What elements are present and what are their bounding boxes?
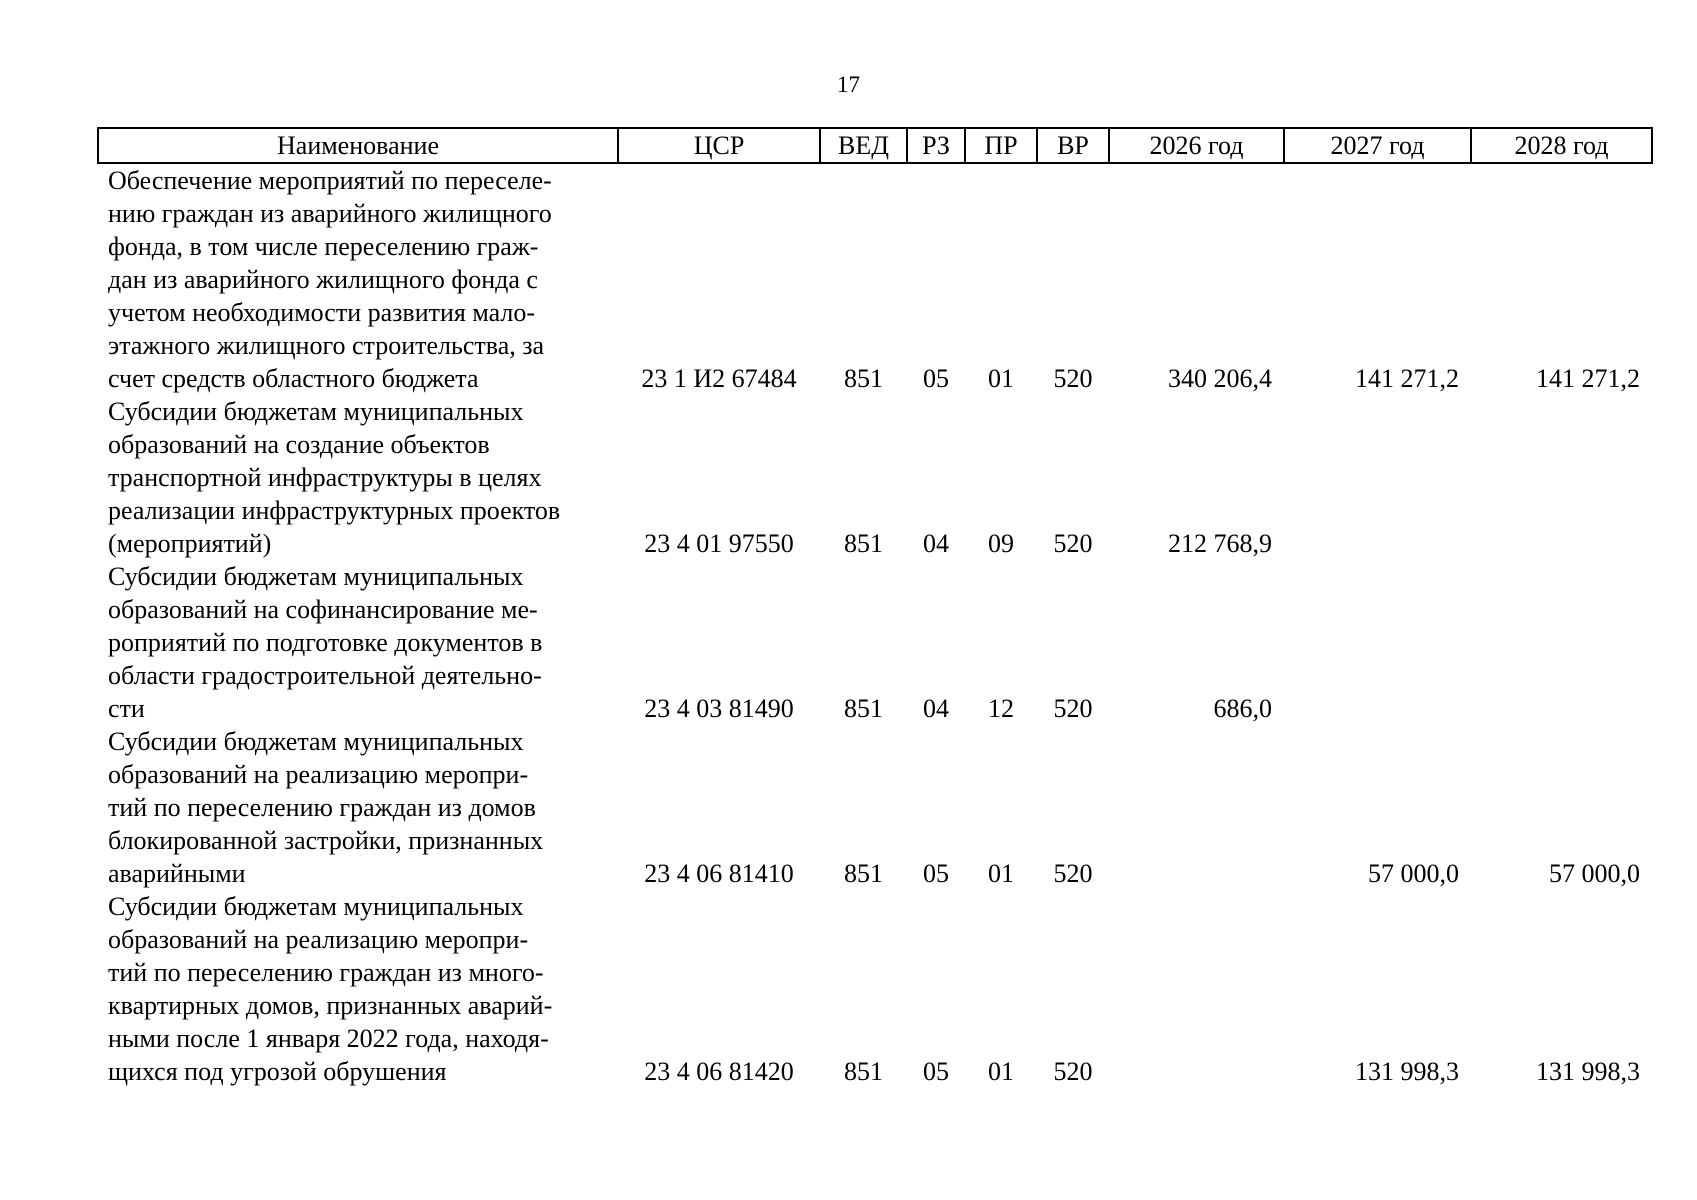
header-name: Наименование [98, 128, 618, 163]
row-2027 [1284, 395, 1471, 560]
row-2028: 57 000,0 [1549, 859, 1640, 888]
row-pr: 01 [988, 1057, 1014, 1086]
header-2026: 2026 год [1109, 128, 1284, 163]
row-csr: 23 4 06 81410 [644, 859, 794, 888]
row-vr: 520 [1053, 859, 1093, 888]
row-ved: 851 [844, 859, 883, 888]
row-2026: 686,0 [1213, 694, 1272, 723]
row-name: Субсидии бюджетам муниципальных образований на создание объектов транспортной инфраструктуры в целях реализации инфраструктурных проектов (мероприятий) [108, 397, 561, 558]
table-row [98, 395, 1652, 560]
row-vr: 520 [1053, 364, 1093, 393]
table-row [98, 890, 1652, 1088]
table-row [98, 725, 1652, 890]
row-vr: 520 [1053, 694, 1093, 723]
row-2027 [1284, 560, 1471, 725]
row-2027: 131 998,3 [1355, 1057, 1459, 1086]
row-2028: 141 271,2 [1536, 364, 1640, 393]
header-vr: ВР [1037, 128, 1109, 163]
header-csr: ЦСР [618, 128, 820, 163]
row-pr: 01 [988, 859, 1014, 888]
row-rz: 05 [923, 859, 949, 888]
page-number: 17 [837, 72, 860, 97]
row-pr: 12 [988, 694, 1014, 723]
row-csr: 23 4 03 81490 [644, 694, 794, 723]
header-ved: ВЕД [820, 128, 907, 163]
table-row [98, 560, 1652, 725]
header-rz: РЗ [907, 128, 965, 163]
row-vr: 520 [1053, 529, 1093, 558]
row-2026: 212 768,9 [1168, 529, 1272, 558]
row-rz: 04 [923, 694, 949, 723]
row-2028: 131 998,3 [1536, 1057, 1640, 1086]
row-ved: 851 [844, 529, 883, 558]
row-2028 [1471, 395, 1652, 560]
header-2027: 2027 год [1284, 128, 1471, 163]
row-2026 [1109, 725, 1284, 890]
row-name: Субсидии бюджетам муниципальных образований на реализацию меропри- тий по переселению граждан из много- квартирных домов, признанных аварий- ными после 1 января 2022 года, находя- щихся под угрозой обрушения [108, 892, 553, 1086]
row-csr: 23 1 И2 67484 [641, 364, 797, 393]
header-pr: ПР [965, 128, 1037, 163]
row-pr: 01 [988, 364, 1014, 393]
row-rz: 05 [923, 1057, 949, 1086]
header-2028: 2028 год [1471, 128, 1652, 163]
row-2027: 57 000,0 [1368, 859, 1459, 888]
row-rz: 05 [923, 364, 949, 393]
table-header [98, 128, 1652, 163]
row-rz: 04 [923, 529, 949, 558]
row-name: Субсидии бюджетам муниципальных образований на реализацию меропри- тий по переселению граждан из домов блокированной застройки, признанных аварийными [108, 727, 544, 888]
row-name: Обеспечение мероприятий по переселе- нию граждан из аварийного жилищного фонда, в том числе переселению граж- дан из аварийного жилищного фонда с учетом необходимости развития мало- этажного жилищного строительства, за счет средств областного бюджета [108, 166, 552, 393]
table-row [98, 163, 1652, 395]
row-2027: 141 271,2 [1355, 364, 1459, 393]
row-ved: 851 [844, 694, 883, 723]
row-csr: 23 4 06 81420 [644, 1057, 794, 1086]
row-ved: 851 [844, 364, 883, 393]
row-2026: 340 206,4 [1168, 364, 1272, 393]
row-name: Субсидии бюджетам муниципальных образований на софинансирование ме- роприятий по подготовке документов в области градостроительной деятельно- сти [108, 562, 543, 723]
row-ved: 851 [844, 1057, 883, 1086]
budget-table [97, 127, 1653, 1088]
row-vr: 520 [1053, 1057, 1093, 1086]
row-2026 [1109, 890, 1284, 1088]
row-2028 [1471, 560, 1652, 725]
row-csr: 23 4 01 97550 [644, 529, 794, 558]
row-pr: 09 [988, 529, 1014, 558]
